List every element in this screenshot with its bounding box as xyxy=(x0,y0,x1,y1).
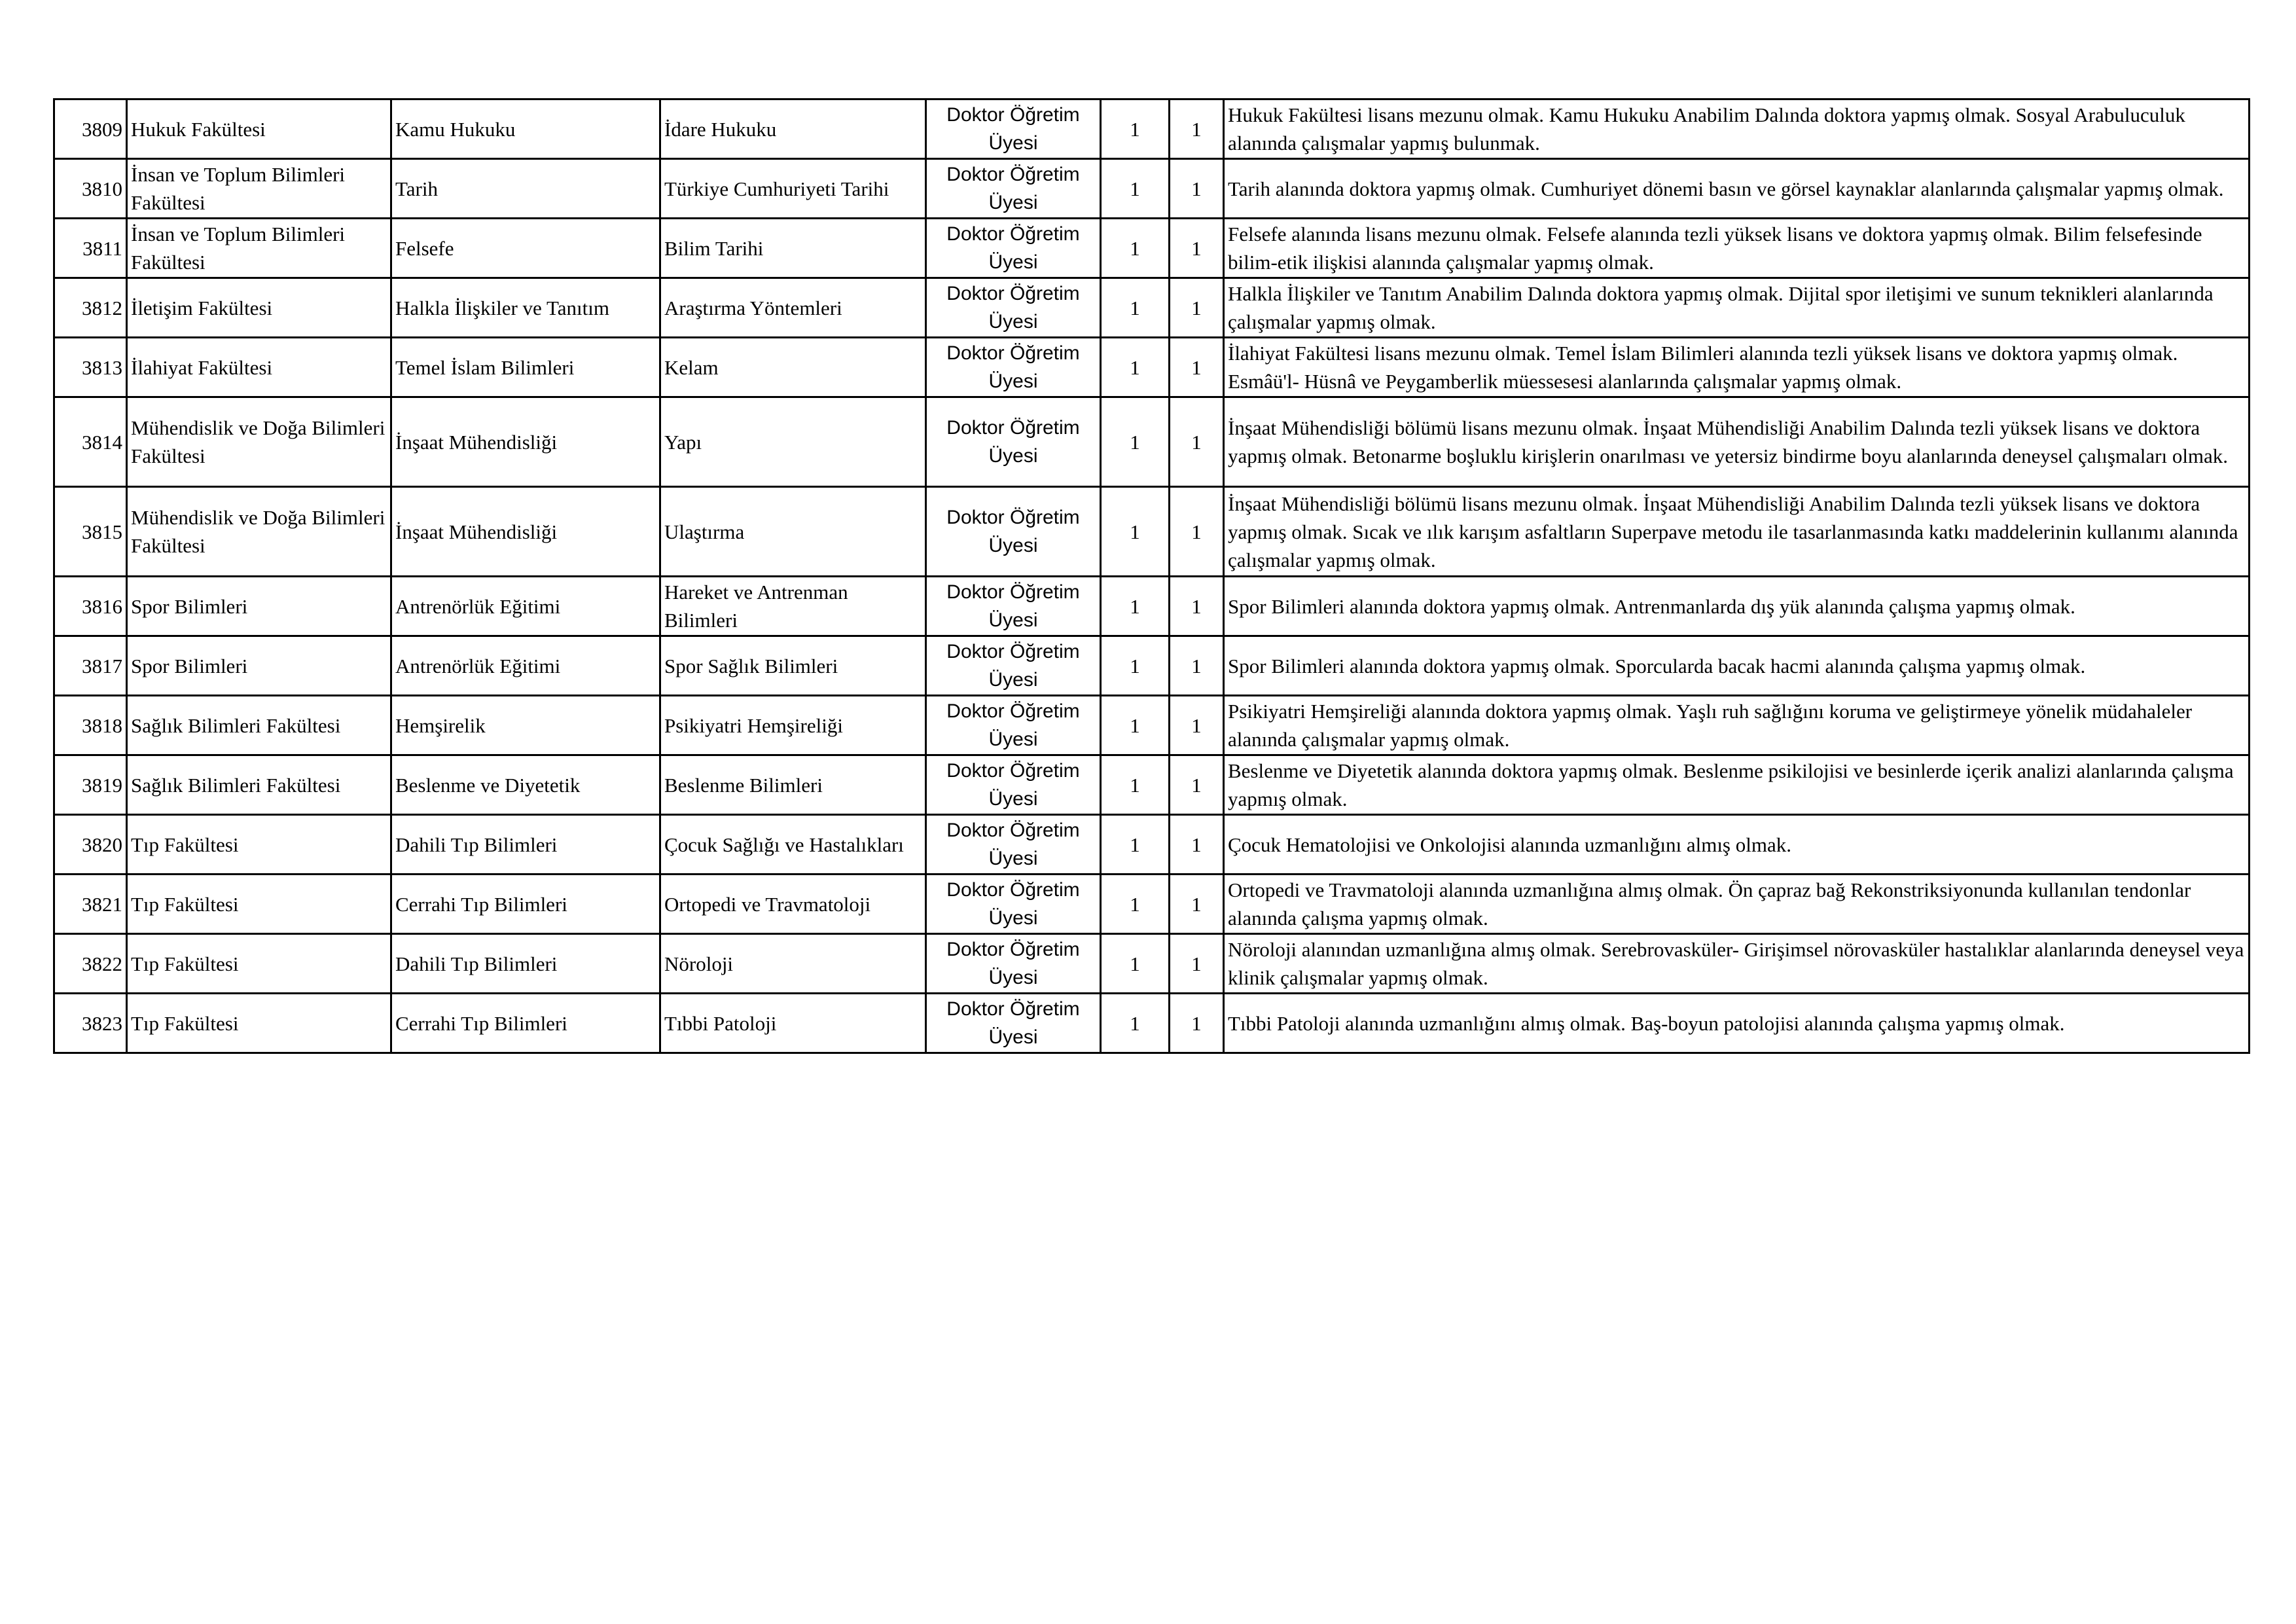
degree-cell: 1 xyxy=(1101,636,1170,696)
department-cell: Kamu Hukuku xyxy=(391,99,660,159)
position-table xyxy=(53,98,2250,1054)
requirements-cell: Felsefe alanında lisans mezunu olmak. Felsefe alanında tezli yüksek lisans ve doktora yapmış olmak. Bilim felsefesinde bilim-etik ilişkisi alanında çalışmalar yapmış olmak. xyxy=(1224,219,2250,278)
count-cell: 1 xyxy=(1170,636,1224,696)
count-cell: 1 xyxy=(1170,278,1224,338)
subdivision-cell: Araştırma Yöntemleri xyxy=(660,278,926,338)
count-cell: 1 xyxy=(1170,487,1224,577)
table-row xyxy=(54,577,2250,636)
title-cell: Doktor Öğretim Üyesi xyxy=(926,487,1101,577)
table-row xyxy=(54,338,2250,397)
posting-number: 3810 xyxy=(54,159,127,219)
department-cell: Antrenörlük Eğitimi xyxy=(391,577,660,636)
faculty-cell: Mühendislik ve Doğa Bilimleri Fakültesi xyxy=(127,487,391,577)
department-cell: Cerrahi Tıp Bilimleri xyxy=(391,994,660,1053)
title-cell: Doktor Öğretim Üyesi xyxy=(926,696,1101,755)
requirements-cell: İnşaat Mühendisliği bölümü lisans mezunu olmak. İnşaat Mühendisliği Anabilim Dalında tezli yüksek lisans ve doktora yapmış olmak. Betonarme boşluklu kirişlerin onarılması ve yetersiz bindirme boyu alanlarında deneysel çalışmaları olmak. xyxy=(1224,397,2250,487)
faculty-cell: Sağlık Bilimleri Fakültesi xyxy=(127,696,391,755)
degree-cell: 1 xyxy=(1101,487,1170,577)
table-row xyxy=(54,219,2250,278)
requirements-cell: İnşaat Mühendisliği bölümü lisans mezunu olmak. İnşaat Mühendisliği Anabilim Dalında tezli yüksek lisans ve doktora yapmış olmak. Sıcak ve ılık karışım asfaltların Superpave metodu ile tasarlanmasında katkı maddelerinin kullanımı alanında çalışmalar yapmış olmak. xyxy=(1224,487,2250,577)
title-cell: Doktor Öğretim Üyesi xyxy=(926,934,1101,994)
table-row xyxy=(54,397,2250,487)
count-cell: 1 xyxy=(1170,755,1224,815)
degree-cell: 1 xyxy=(1101,815,1170,875)
posting-number: 3809 xyxy=(54,99,127,159)
posting-number: 3811 xyxy=(54,219,127,278)
count-cell: 1 xyxy=(1170,577,1224,636)
department-cell: Cerrahi Tıp Bilimleri xyxy=(391,875,660,934)
table-row xyxy=(54,487,2250,577)
posting-number: 3819 xyxy=(54,755,127,815)
faculty-cell: Sağlık Bilimleri Fakültesi xyxy=(127,755,391,815)
posting-number: 3822 xyxy=(54,934,127,994)
degree-cell: 1 xyxy=(1101,755,1170,815)
requirements-cell: Psikiyatri Hemşireliği alanında doktora yapmış olmak. Yaşlı ruh sağlığını koruma ve geliştirmeye yönelik müdahaleler alanında çalışmalar yapmış olmak. xyxy=(1224,696,2250,755)
department-cell: Temel İslam Bilimleri xyxy=(391,338,660,397)
faculty-cell: Mühendislik ve Doğa Bilimleri Fakültesi xyxy=(127,397,391,487)
degree-cell: 1 xyxy=(1101,338,1170,397)
subdivision-cell: Psikiyatri Hemşireliği xyxy=(660,696,926,755)
count-cell: 1 xyxy=(1170,994,1224,1053)
title-cell: Doktor Öğretim Üyesi xyxy=(926,577,1101,636)
subdivision-cell: Türkiye Cumhuriyeti Tarihi xyxy=(660,159,926,219)
subdivision-cell: Ortopedi ve Travmatoloji xyxy=(660,875,926,934)
table-row xyxy=(54,99,2250,159)
table-body xyxy=(54,99,2250,1053)
posting-number: 3812 xyxy=(54,278,127,338)
count-cell: 1 xyxy=(1170,99,1224,159)
posting-number: 3815 xyxy=(54,487,127,577)
subdivision-cell: Çocuk Sağlığı ve Hastalıkları xyxy=(660,815,926,875)
posting-number: 3814 xyxy=(54,397,127,487)
faculty-cell: Tıp Fakültesi xyxy=(127,934,391,994)
subdivision-cell: Hareket ve Antrenman Bilimleri xyxy=(660,577,926,636)
degree-cell: 1 xyxy=(1101,278,1170,338)
count-cell: 1 xyxy=(1170,875,1224,934)
table-row xyxy=(54,755,2250,815)
title-cell: Doktor Öğretim Üyesi xyxy=(926,338,1101,397)
degree-cell: 1 xyxy=(1101,696,1170,755)
faculty-cell: Spor Bilimleri xyxy=(127,577,391,636)
posting-number: 3818 xyxy=(54,696,127,755)
count-cell: 1 xyxy=(1170,696,1224,755)
degree-cell: 1 xyxy=(1101,875,1170,934)
count-cell: 1 xyxy=(1170,815,1224,875)
posting-number: 3821 xyxy=(54,875,127,934)
department-cell: Felsefe xyxy=(391,219,660,278)
department-cell: Halkla İlişkiler ve Tanıtım xyxy=(391,278,660,338)
table-row xyxy=(54,159,2250,219)
faculty-cell: Tıp Fakültesi xyxy=(127,994,391,1053)
department-cell: Dahili Tıp Bilimleri xyxy=(391,815,660,875)
degree-cell: 1 xyxy=(1101,397,1170,487)
title-cell: Doktor Öğretim Üyesi xyxy=(926,219,1101,278)
requirements-cell: Tıbbi Patoloji alanında uzmanlığını almış olmak. Baş-boyun patolojisi alanında çalışma yapmış olmak. xyxy=(1224,994,2250,1053)
department-cell: Tarih xyxy=(391,159,660,219)
department-cell: Dahili Tıp Bilimleri xyxy=(391,934,660,994)
posting-number: 3816 xyxy=(54,577,127,636)
faculty-cell: İletişim Fakültesi xyxy=(127,278,391,338)
table-row xyxy=(54,636,2250,696)
subdivision-cell: İdare Hukuku xyxy=(660,99,926,159)
title-cell: Doktor Öğretim Üyesi xyxy=(926,397,1101,487)
requirements-cell: Beslenme ve Diyetetik alanında doktora yapmış olmak. Beslenme psikilojisi ve besinlerde içerik analizi alanlarında çalışma yapmış olmak. xyxy=(1224,755,2250,815)
count-cell: 1 xyxy=(1170,338,1224,397)
table-row xyxy=(54,815,2250,875)
faculty-cell: Spor Bilimleri xyxy=(127,636,391,696)
posting-number: 3817 xyxy=(54,636,127,696)
subdivision-cell: Spor Sağlık Bilimleri xyxy=(660,636,926,696)
degree-cell: 1 xyxy=(1101,934,1170,994)
subdivision-cell: Beslenme Bilimleri xyxy=(660,755,926,815)
count-cell: 1 xyxy=(1170,934,1224,994)
requirements-cell: Nöroloji alanından uzmanlığına almış olmak. Serebrovasküler- Girişimsel nörovasküler hastalıklar alanlarında deneysel veya klinik çalışmalar yapmış olmak. xyxy=(1224,934,2250,994)
subdivision-cell: Bilim Tarihi xyxy=(660,219,926,278)
table-row xyxy=(54,934,2250,994)
posting-number: 3813 xyxy=(54,338,127,397)
degree-cell: 1 xyxy=(1101,577,1170,636)
requirements-cell: Spor Bilimleri alanında doktora yapmış olmak. Sporcularda bacak hacmi alanında çalışma yapmış olmak. xyxy=(1224,636,2250,696)
table-row xyxy=(54,696,2250,755)
requirements-cell: Çocuk Hematolojisi ve Onkolojisi alanında uzmanlığını almış olmak. xyxy=(1224,815,2250,875)
title-cell: Doktor Öğretim Üyesi xyxy=(926,755,1101,815)
count-cell: 1 xyxy=(1170,397,1224,487)
subdivision-cell: Ulaştırma xyxy=(660,487,926,577)
table-row xyxy=(54,278,2250,338)
subdivision-cell: Nöroloji xyxy=(660,934,926,994)
degree-cell: 1 xyxy=(1101,99,1170,159)
department-cell: Antrenörlük Eğitimi xyxy=(391,636,660,696)
requirements-cell: Ortopedi ve Travmatoloji alanında uzmanlığına almış olmak. Ön çapraz bağ Rekonstriksiyonunda kullanılan tendonlar alanında çalışma yapmış olmak. xyxy=(1224,875,2250,934)
subdivision-cell: Kelam xyxy=(660,338,926,397)
requirements-cell: Spor Bilimleri alanında doktora yapmış olmak. Antrenmanlarda dış yük alanında çalışma yapmış olmak. xyxy=(1224,577,2250,636)
faculty-cell: Tıp Fakültesi xyxy=(127,875,391,934)
title-cell: Doktor Öğretim Üyesi xyxy=(926,278,1101,338)
degree-cell: 1 xyxy=(1101,994,1170,1053)
requirements-cell: Halkla İlişkiler ve Tanıtım Anabilim Dalında doktora yapmış olmak. Dijital spor iletişimi ve sunum teknikleri alanlarında çalışmalar yapmış olmak. xyxy=(1224,278,2250,338)
faculty-cell: Tıp Fakültesi xyxy=(127,815,391,875)
count-cell: 1 xyxy=(1170,219,1224,278)
title-cell: Doktor Öğretim Üyesi xyxy=(926,636,1101,696)
subdivision-cell: Yapı xyxy=(660,397,926,487)
title-cell: Doktor Öğretim Üyesi xyxy=(926,159,1101,219)
degree-cell: 1 xyxy=(1101,159,1170,219)
posting-number: 3823 xyxy=(54,994,127,1053)
faculty-cell: İnsan ve Toplum Bilimleri Fakültesi xyxy=(127,219,391,278)
degree-cell: 1 xyxy=(1101,219,1170,278)
department-cell: İnşaat Mühendisliği xyxy=(391,397,660,487)
requirements-cell: Hukuk Fakültesi lisans mezunu olmak. Kamu Hukuku Anabilim Dalında doktora yapmış olmak. Sosyal Arabuluculuk alanında çalışmalar yapmış bulunmak. xyxy=(1224,99,2250,159)
faculty-cell: İlahiyat Fakültesi xyxy=(127,338,391,397)
faculty-cell: İnsan ve Toplum Bilimleri Fakültesi xyxy=(127,159,391,219)
department-cell: İnşaat Mühendisliği xyxy=(391,487,660,577)
subdivision-cell: Tıbbi Patoloji xyxy=(660,994,926,1053)
count-cell: 1 xyxy=(1170,159,1224,219)
table-row xyxy=(54,994,2250,1053)
title-cell: Doktor Öğretim Üyesi xyxy=(926,875,1101,934)
department-cell: Beslenme ve Diyetetik xyxy=(391,755,660,815)
department-cell: Hemşirelik xyxy=(391,696,660,755)
posting-number: 3820 xyxy=(54,815,127,875)
faculty-cell: Hukuk Fakültesi xyxy=(127,99,391,159)
table-row xyxy=(54,875,2250,934)
requirements-cell: İlahiyat Fakültesi lisans mezunu olmak. Temel İslam Bilimleri alanında tezli yüksek lisans ve doktora yapmış olmak. Esmâü'l- Hüsnâ ve Peygamberlik müessesesi alanlarında çalışmalar yapmış olmak. xyxy=(1224,338,2250,397)
title-cell: Doktor Öğretim Üyesi xyxy=(926,99,1101,159)
title-cell: Doktor Öğretim Üyesi xyxy=(926,994,1101,1053)
title-cell: Doktor Öğretim Üyesi xyxy=(926,815,1101,875)
requirements-cell: Tarih alanında doktora yapmış olmak. Cumhuriyet dönemi basın ve görsel kaynaklar alanlarında çalışmalar yapmış olmak. xyxy=(1224,159,2250,219)
